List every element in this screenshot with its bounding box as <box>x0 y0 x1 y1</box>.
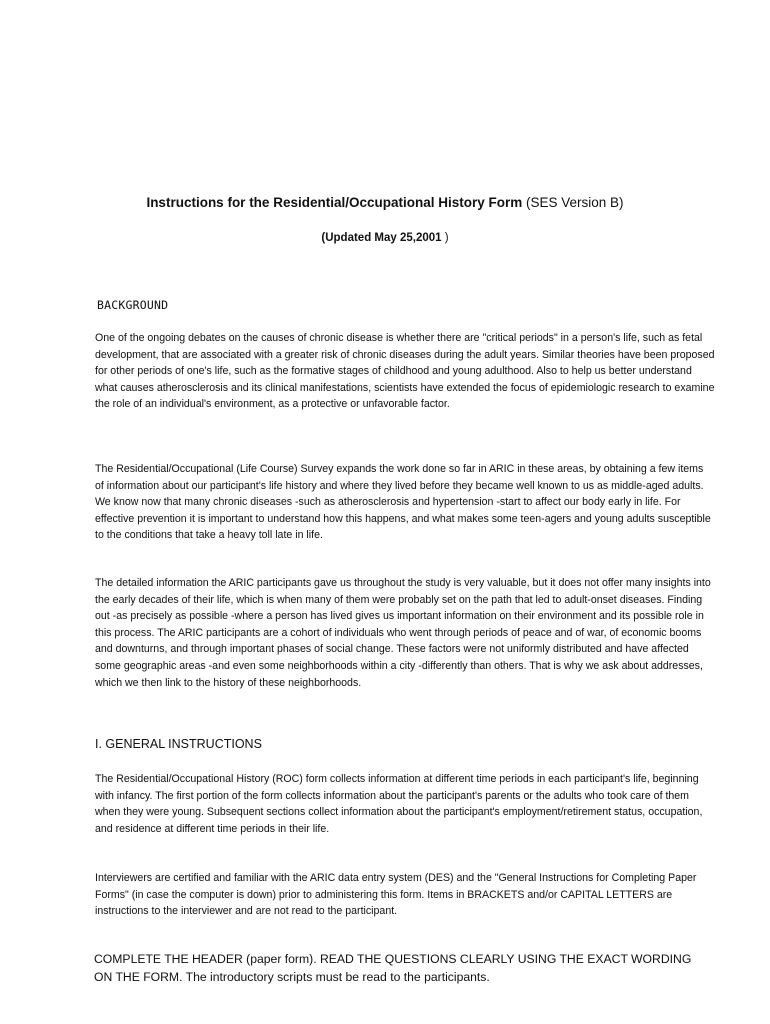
background-paragraph-3: The detailed information the ARIC participants gave us throughout the study is very valuable, but it does not offer many insights into the early decades of their life, which is when many of them were probably set on the path that led to adult-onset diseases. Finding out -as precisely as possible -where a person has lived gives us important information on their environment and its possible role in this process. The ARIC participants are a cohort of individuals who went through periods of peace and of war, of economic booms and downturns, and through important phases of social change. These factors were not uniformly distributed and have affected some geographic areas -and even some neighborhoods within a city -differently than others. That is why we ask about addresses, which we then link to the history of these neighborhoods. <box>95 577 711 689</box>
document-title-main: Instructions for the Residential/Occupational History Form <box>146 195 523 210</box>
general-instructions-paragraph-1: The Residential/Occupational History (ROC) form collects information at different time periods in each participant's life, beginning with infancy. The first portion of the form collects information about the participant's parents or the adults who took care of them when they were young. Subsequent sections collect information about the participant's employment/retirement status, occupation, and residence at different time periods in their life. <box>95 773 703 835</box>
updated-date-close: ) <box>441 232 449 244</box>
general-instructions-paragraph-2: Interviewers are certified and familiar with the ARIC data entry system (DES) and the "General Instructions for Completing Paper Forms" (in case the computer is down) prior to administering this form. Items in BRACKETS and/or CAPITAL LETTERS are instructions to the interviewer and are not read to the participant. <box>95 872 697 918</box>
background-paragraph-1: One of the ongoing debates on the causes of chronic disease is whether there are "critical periods" in a person's life, such as fetal development, that are associated with a greater risk of chronic diseases during the adult years. Similar theories have been proposed for other periods of one's life, such as the formative stages of childhood and young adulthood. Also to help us better understand what causes atherosclerosis and its clinical manifestations, scientists have extended the focus of epidemiologic research to examine the role of an individual's environment, as a protective or unfavorable factor. <box>95 332 715 411</box>
updated-date <box>0 232 770 244</box>
complete-header-instruction: COMPLETE THE HEADER (paper form). READ THE QUESTIONS CLEARLY USING THE EXACT WORDING ON THE FORM. The introductory scripts must be read to the participants. <box>94 952 692 984</box>
background-paragraph-2: The Residential/Occupational (Life Course) Survey expands the work done so far in ARIC in these areas, by obtaining a few items of information about our participant's life history and where they lived before they became well known to us as middle-aged adults. We know now that many chronic diseases -such as atherosclerosis and hypertension -start to affect our body early in life. For effective prevention it is important to understand how this happens, and what makes some teen-agers and young adults susceptible to the conditions that take a heavy toll late in life. <box>95 463 711 542</box>
background-heading: BACKGROUND <box>97 298 169 312</box>
updated-date-text: (Updated May 25,2001 <box>321 232 442 244</box>
general-instructions-heading: I. GENERAL INSTRUCTIONS <box>95 737 262 751</box>
document-title-version: (SES Version B) <box>522 195 624 210</box>
document-title <box>0 195 770 210</box>
